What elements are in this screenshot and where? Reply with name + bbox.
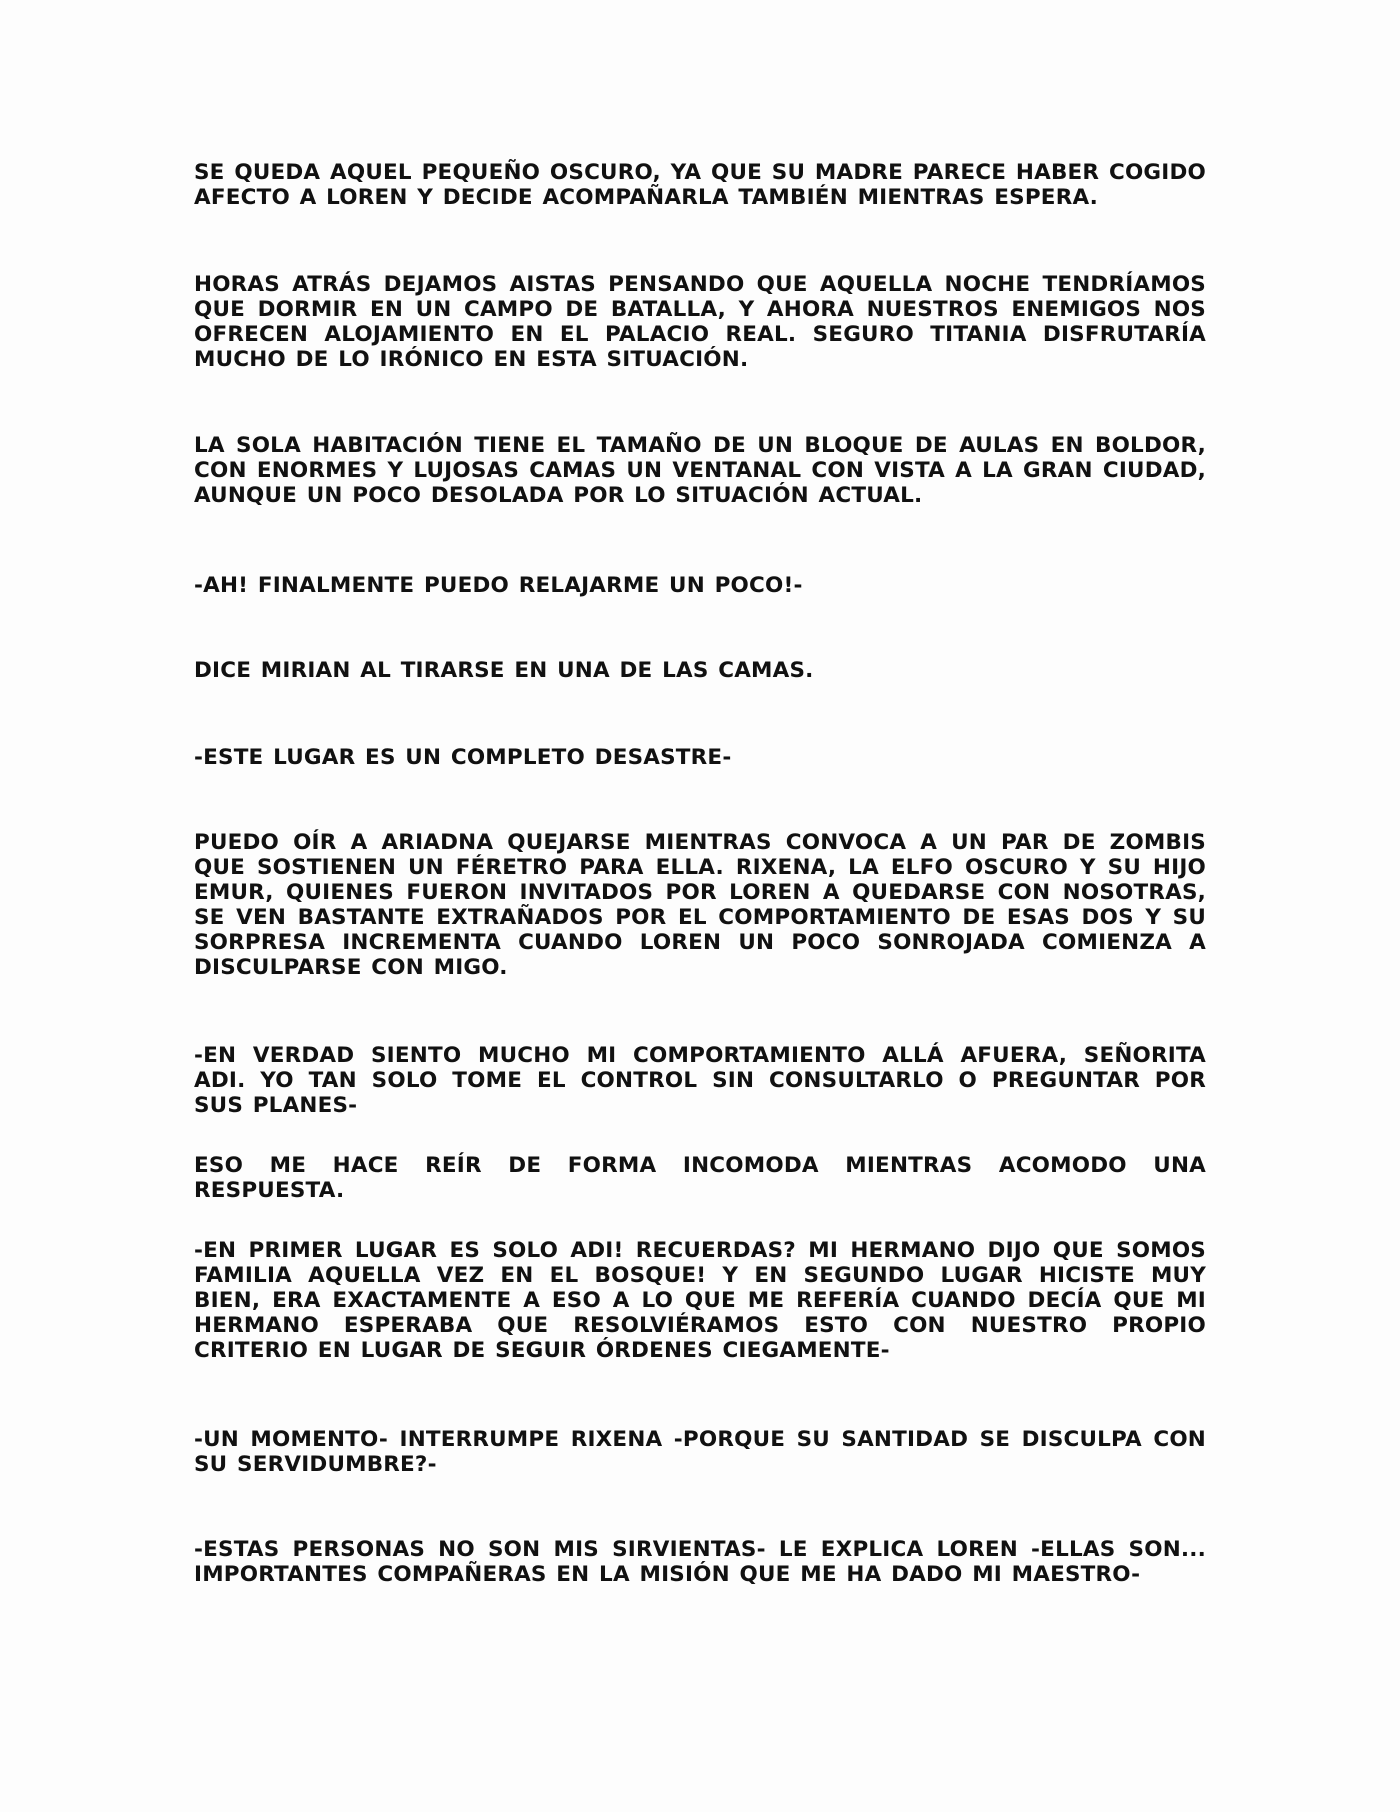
paragraph: SE QUEDA AQUEL PEQUEÑO OSCURO, YA QUE SU MADRE PARECE HABER COGIDO AFECTO A LOREN Y DECIDE ACOMPAÑARLA TAMBIÉN MIENTRAS ESPERA. <box>194 160 1206 210</box>
paragraph: -ESTE LUGAR ES UN COMPLETO DESASTRE- <box>194 745 732 770</box>
paragraph: DICE MIRIAN AL TIRARSE EN UNA DE LAS CAMAS. <box>194 658 814 683</box>
paragraph: PUEDO OÍR A ARIADNA QUEJARSE MIENTRAS CONVOCA A UN PAR DE ZOMBIS QUE SOSTIENEN UN FÉRETRO PARA ELLA. RIXENA, LA ELFO OSCURO Y SU HIJO EMUR, QUIENES FUERON INVITADOS POR LOREN A QUEDARSE CON NOSOTRAS, SE VEN BASTANTE EXTRAÑADOS POR EL COMPORTAMIENTO DE ESAS DOS Y SU SORPRESA INCREMENTA CUANDO LOREN UN POCO SONROJADA COMIENZA A DISCULPARSE CON MIGO. <box>194 830 1206 980</box>
paragraph: -EN VERDAD SIENTO MUCHO MI COMPORTAMIENTO ALLÁ AFUERA, SEÑORITA ADI. YO TAN SOLO TOME EL CONTROL SIN CONSULTARLO O PREGUNTAR POR SUS PLANES- <box>194 1043 1206 1118</box>
paragraph: -AH! FINALMENTE PUEDO RELAJARME UN POCO!- <box>194 573 803 598</box>
paragraph: ESO ME HACE REÍR DE FORMA INCOMODA MIENTRAS ACOMODO UNA RESPUESTA. <box>194 1153 1206 1203</box>
paragraph: LA SOLA HABITACIÓN TIENE EL TAMAÑO DE UN BLOQUE DE AULAS EN BOLDOR, CON ENORMES Y LUJOSAS CAMAS UN VENTANAL CON VISTA A LA GRAN CIUDAD, AUNQUE UN POCO DESOLADA POR LO SITUACIÓN ACTUAL. <box>194 433 1206 508</box>
paragraph: -ESTAS PERSONAS NO SON MIS SIRVIENTAS- LE EXPLICA LOREN -ELLAS SON... IMPORTANTES COMPAÑERAS EN LA MISIÓN QUE ME HA DADO MI MAESTRO- <box>194 1537 1206 1587</box>
paragraph: -UN MOMENTO- INTERRUMPE RIXENA -PORQUE SU SANTIDAD SE DISCULPA CON SU SERVIDUMBRE?- <box>194 1427 1206 1477</box>
paragraph: -EN PRIMER LUGAR ES SOLO ADI! RECUERDAS? MI HERMANO DIJO QUE SOMOS FAMILIA AQUELLA VEZ EN EL BOSQUE! Y EN SEGUNDO LUGAR HICISTE MUY BIEN, ERA EXACTAMENTE A ESO A LO QUE ME REFERÍA CUANDO DECÍA QUE MI HERMANO ESPERABA QUE RESOLVIÉRAMOS ESTO CON NUESTRO PROPIO CRITERIO EN LUGAR DE SEGUIR ÓRDENES CIEGAMENTE- <box>194 1238 1206 1363</box>
paragraph: HORAS ATRÁS DEJAMOS AISTAS PENSANDO QUE AQUELLA NOCHE TENDRÍAMOS QUE DORMIR EN UN CAMPO DE BATALLA, Y AHORA NUESTROS ENEMIGOS NOS OFRECEN ALOJAMIENTO EN EL PALACIO REAL. SEGURO TITANIA DISFRUTARÍA MUCHO DE LO IRÓNICO EN ESTA SITUACIÓN. <box>194 272 1206 372</box>
